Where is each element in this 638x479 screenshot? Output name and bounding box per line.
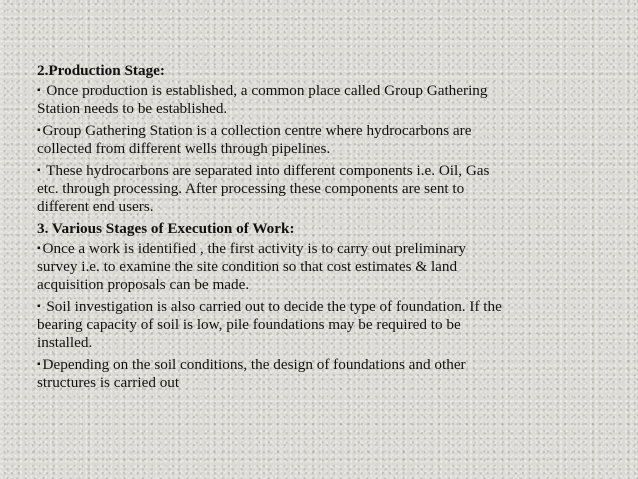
bullet-paragraph-3 (37, 162, 617, 216)
bullet-paragraph-1 (37, 82, 617, 118)
paragraph-line: collected from different wells through pipelines. (37, 140, 331, 157)
bullet-icon: ▪ (37, 359, 41, 370)
bullet-paragraph-5 (37, 298, 617, 352)
paragraph-line: Station needs to be established. (37, 100, 228, 117)
paragraph-line: installed. (37, 334, 93, 351)
paragraph-line: These hydrocarbons are separated into different components i.e. Oil, Gas (42, 162, 490, 179)
bullet-icon: ▪ (37, 125, 41, 136)
paragraph-line: etc. through processing. After processing these components are sent to (37, 180, 465, 197)
paragraph-line: Soil investigation is also carried out to decide the type of foundation. If the (42, 298, 502, 315)
paragraph-line: bearing capacity of soil is low, pile foundations may be required to be (37, 316, 461, 333)
paragraph-line: acquisition proposals can be made. (37, 276, 250, 293)
bullet-icon: ▪ (37, 301, 41, 312)
bullet-icon: ▪ (37, 165, 41, 176)
paragraph-line: structures is carried out (37, 374, 180, 391)
bullet-paragraph-4 (37, 240, 617, 294)
bullet-paragraph-2 (37, 122, 617, 158)
bullet-icon: ▪ (37, 85, 41, 96)
paragraph-line: Once a work is identified , the first activity is to carry out preliminary (42, 240, 466, 257)
section-heading-production-stage: 2.Production Stage: (37, 62, 165, 79)
section-heading-execution-stages: 3. Various Stages of Execution of Work: (37, 220, 295, 237)
paragraph-line: survey i.e. to examine the site condition so that cost estimates & land (37, 258, 458, 275)
slide-content (37, 62, 617, 396)
bullet-paragraph-6 (37, 356, 617, 392)
paragraph-line: Once production is established, a common place called Group Gathering (42, 82, 488, 99)
paragraph-line: different end users. (37, 198, 154, 215)
bullet-icon: ▪ (37, 243, 41, 254)
paragraph-line: Group Gathering Station is a collection centre where hydrocarbons are (42, 122, 472, 139)
paragraph-line: Depending on the soil conditions, the design of foundations and other (42, 356, 466, 373)
